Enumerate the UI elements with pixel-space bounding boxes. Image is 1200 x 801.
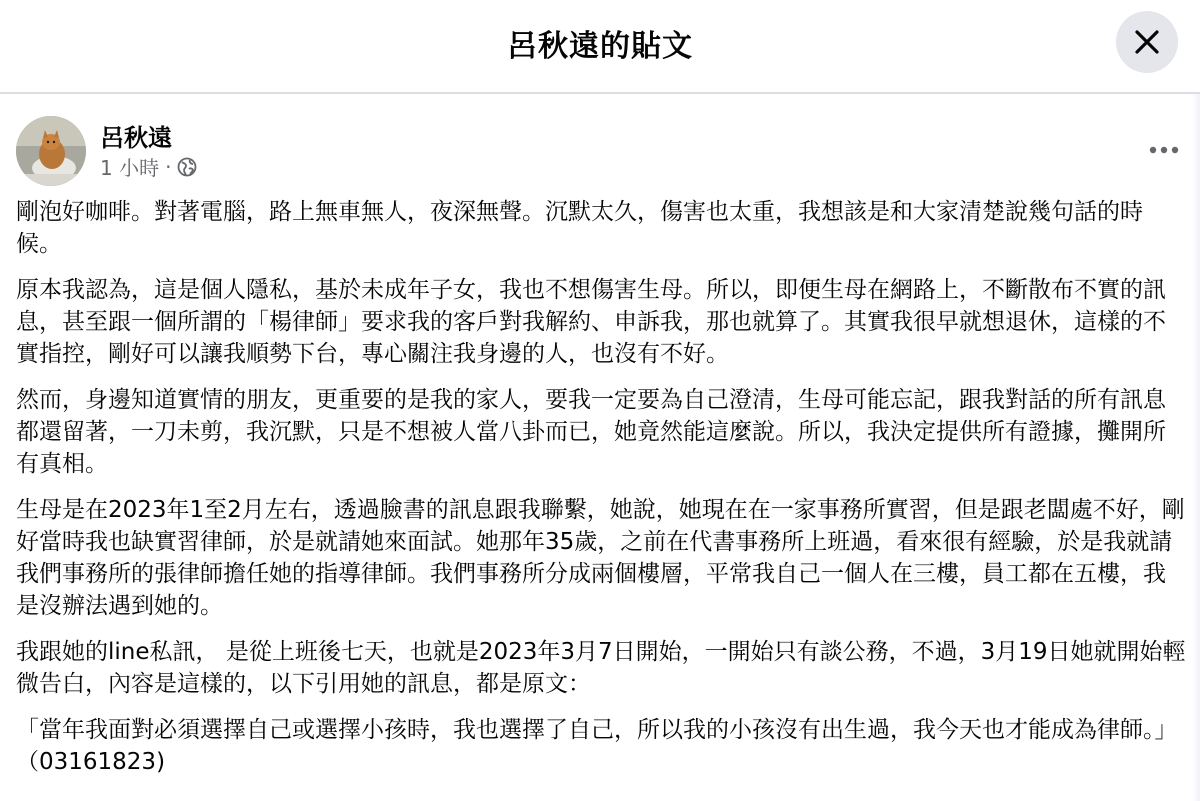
more-horizontal-icon [1149, 146, 1179, 154]
post-meta [100, 152, 197, 181]
modal-title: 呂秋遠的貼文 [507, 29, 693, 64]
meta-separator: · [165, 154, 172, 179]
more-options-button[interactable] [1142, 132, 1186, 168]
post-header [16, 114, 1186, 186]
close-icon [1134, 29, 1160, 55]
author-name[interactable]: 呂秋遠 [100, 124, 172, 152]
post-body [16, 196, 1188, 778]
post-paragraph: 我跟她的line私訊， 是從上班後七天，也就是2023年3月7日開始，一開始只有談公務，不過，3月19日她就開始輕微告白，內容是這樣的，以下引用她的訊息，都是原文： [16, 639, 1186, 697]
modal-header [0, 0, 1200, 86]
globe-icon [177, 157, 197, 177]
post-quote: 「當年我面對必須選擇自己或選擇小孩時，我也選擇了自己，所以我的小孩沒有出生過，我今天也才能成為律師。」（03161823) [16, 717, 1178, 775]
close-button[interactable] [1116, 11, 1178, 73]
header-divider [0, 92, 1200, 94]
post-paragraph: 原本我認為，這是個人隱私，基於未成年子女，我也不想傷害生母。所以，即便生母在網路上，不斷散布不實的訊息，甚至跟一個所謂的「楊律師」要求我的客戶對我解約、申訴我，那也就算了。其實我很早就想退休，這樣的不實指控，剛好可以讓我順勢下台，專心關注我身邊的人，也沒有不好。 [16, 277, 1166, 367]
post-paragraph: 然而，身邊知道實情的朋友，更重要的是我的家人，要我一定要為自己澄清，生母可能忘記，跟我對話的所有訊息都還留著，一刀未剪，我沉默，只是不想被人當八卦而已，她竟然能這麼說。所以，我決定提供所有證據，攤開所有真相。 [16, 387, 1166, 477]
avatar[interactable] [16, 116, 86, 186]
post-paragraph: 生母是在2023年1至2月左右，透過臉書的訊息跟我聯繫，她說，她現在在一家事務所實習，但是跟老闆處不好，剛好當時我也缺實習律師，於是就請她來面試。她那年35歲，之前在代書事務所上班過，看來很有經驗，於是我就請我們事務所的張律師擔任她的指導律師。我們事務所分成兩個樓層，平常我自己一個人在三樓，員工都在五樓，我是沒辦法遇到她的。 [16, 497, 1185, 619]
scrollbar-track[interactable] [1192, 94, 1200, 801]
post-paragraph: 剛泡好咖啡。對著電腦，路上無車無人，夜深無聲。沉默太久，傷害也太重，我想該是和大家清楚說幾句話的時候。 [16, 199, 1143, 257]
post-timestamp[interactable]: 1 小時 [100, 156, 160, 180]
